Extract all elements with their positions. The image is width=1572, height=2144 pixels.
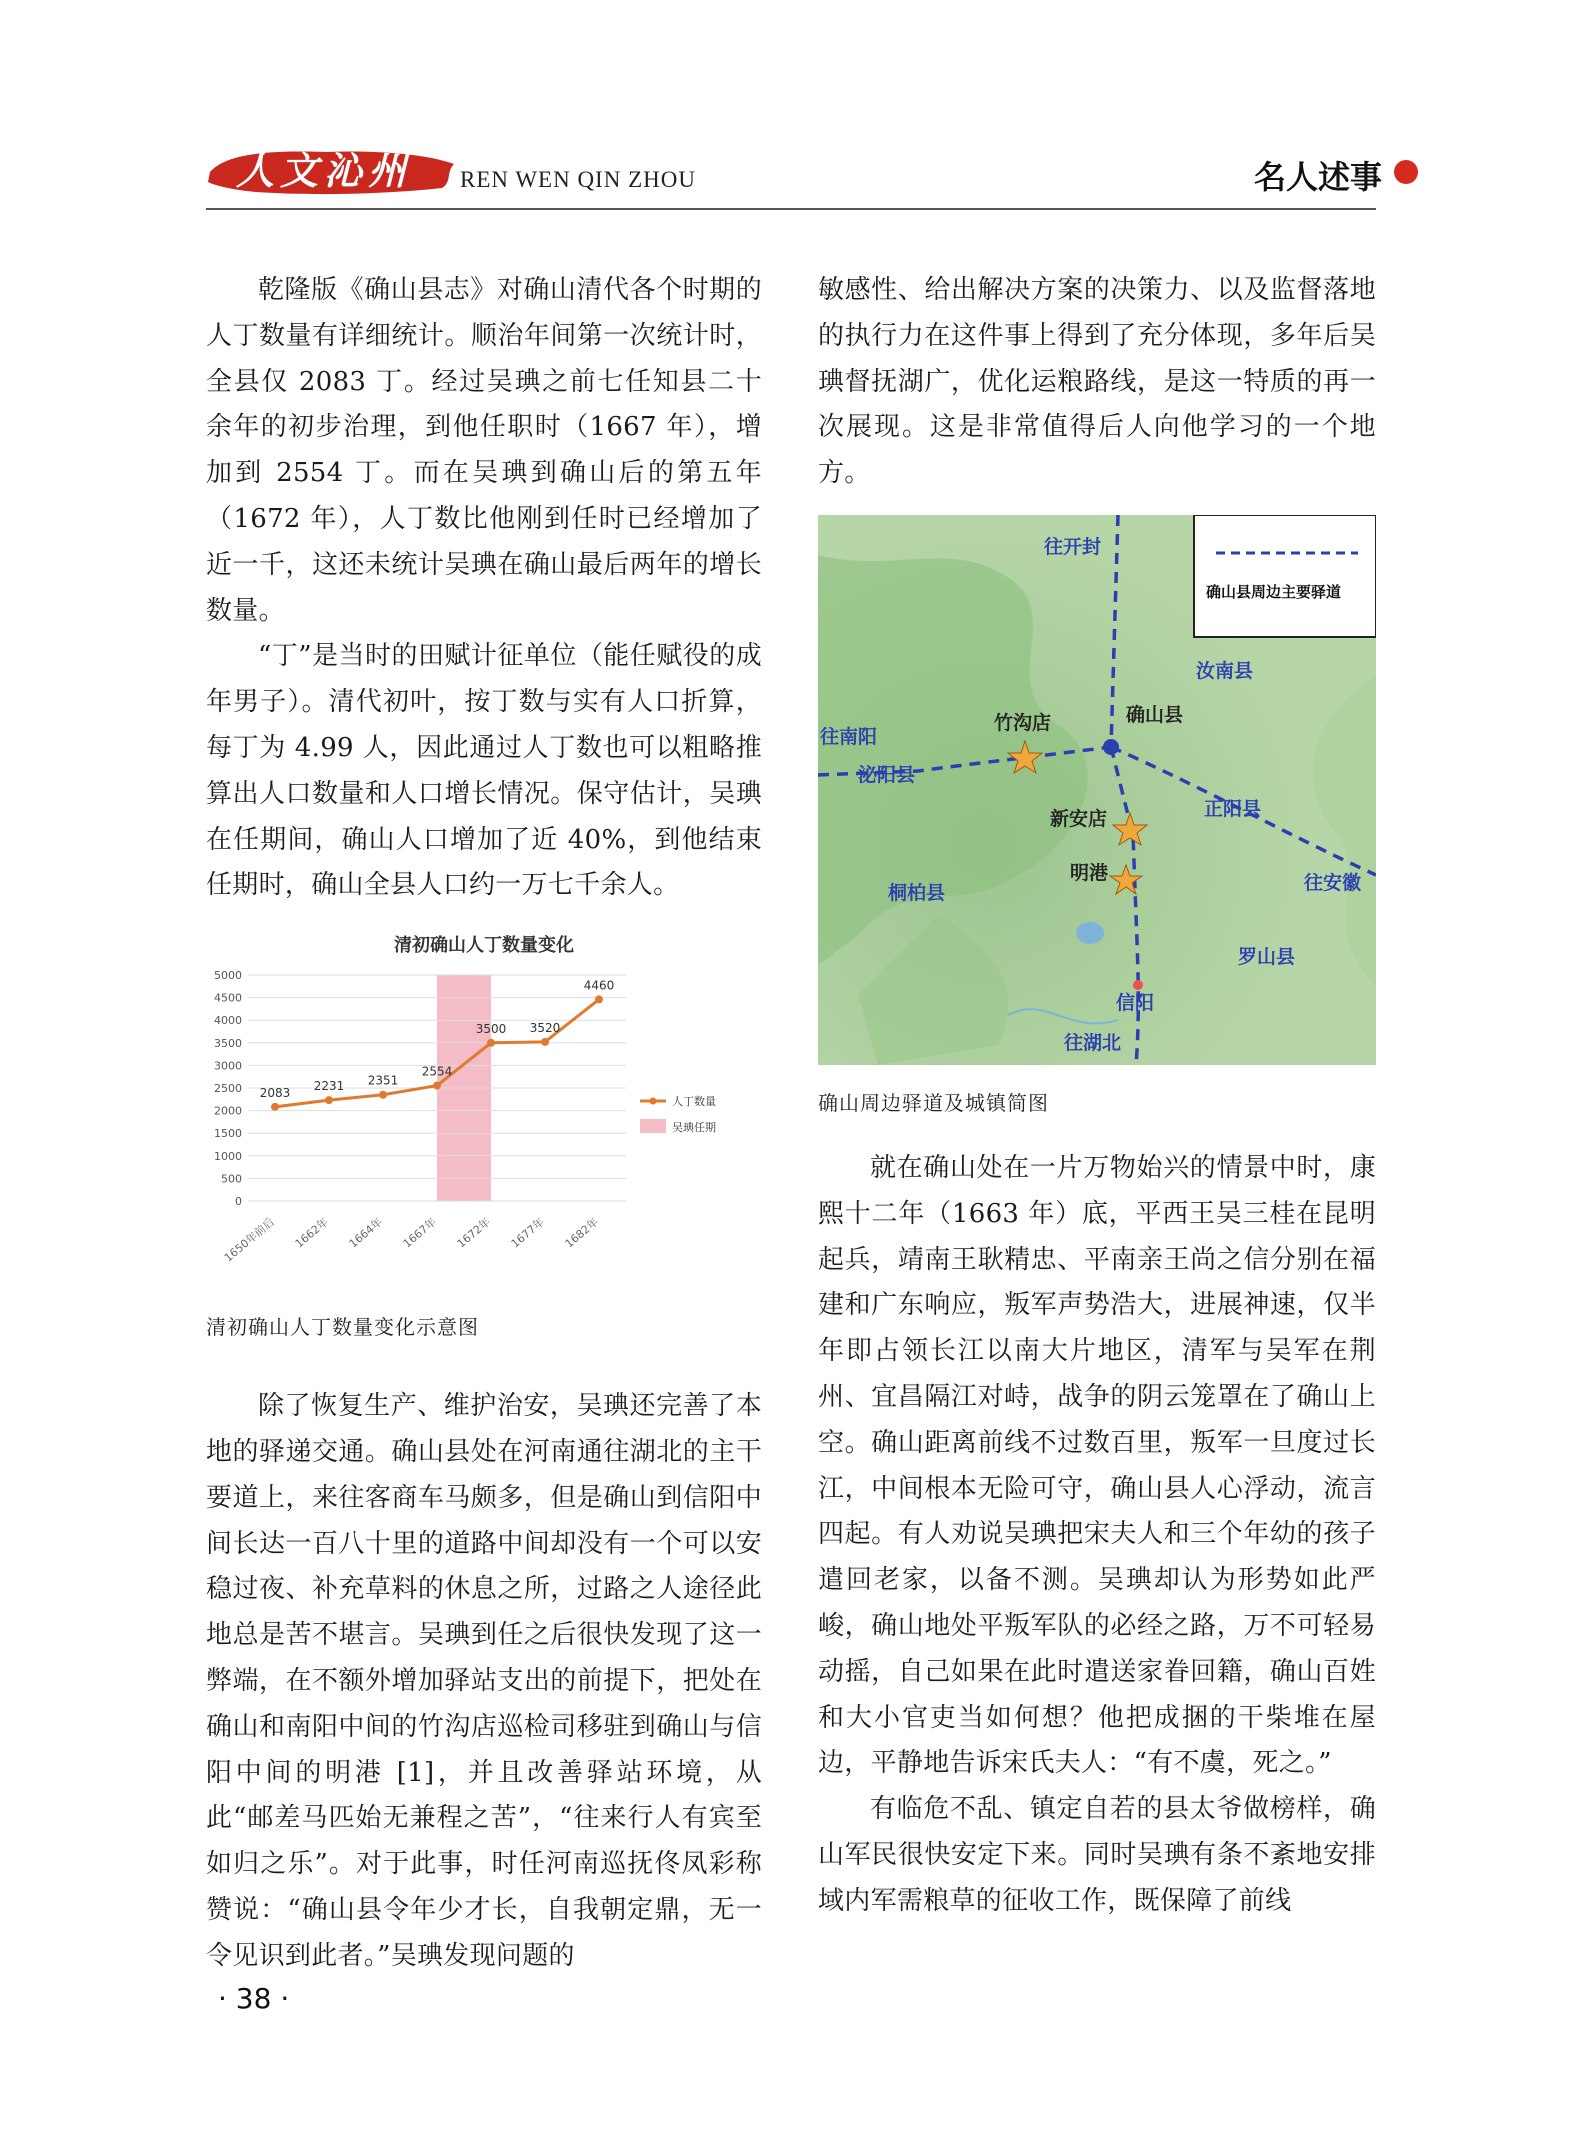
paragraph-post-roads: 除了恢复生产、维护治安，吴琠还完善了本地的驿递交通。确山县处在河南通往湖北的主干要道上，来往客商车马颇多，但是确山到信阳中间长达一百八十里的道路中间却没有一个可以安稳过夜、补充草料的休息之所，过路之人途径此地总是苦不堪言。吴琠到任之后很快发现了这一弊端，在不额外增加驿站支出的前提下，把处在确山和南阳中间的竹沟店巡检司移驻到确山与信阳中间的明港 [1]，并且改善驿站环境，从此“邮差马匹始无兼程之苦”，“往来行人有宾至如归之乐”。对于此事，时任河南巡抚佟凤彩称赞说：“确山县令年少才长，自我朝定鼎，无一令见识到此者。”吴琠发现问题的 [206, 1391, 762, 1971]
queshan-marker [1103, 739, 1119, 755]
chart-title: 清初确山人丁数量变化 [394, 935, 574, 957]
chart-x-tick-label: 1677年 [508, 1215, 547, 1251]
chart-data-point [433, 1082, 441, 1090]
map-label-tongbai: 桐柏县 [888, 881, 946, 904]
page-header [0, 0, 1572, 215]
chart-data-label: 2083 [259, 1086, 291, 1101]
paragraph-calm-leadership: 有临危不乱、镇定自若的县太爷做榜样，确山军民很快安定下来。同时吴琠有条不紊地安排域内军需粮草的征收工作，既保障了前线 [818, 1794, 1376, 1916]
map-caption: 确山周边驿道及城镇简图 [818, 1090, 1049, 1115]
header-divider [206, 208, 1376, 210]
chart-data-label: 4460 [583, 978, 615, 993]
page-number: · 38 · [218, 1982, 290, 2015]
chart-x-tick-label: 1682年 [562, 1215, 601, 1251]
paragraph-population-stats: 乾隆版《确山县志》对确山清代各个时期的人丁数量有详细统计。顺治年间第一次统计时，全县仅 2083 丁。经过吴琠之前七任知县二十余年的初步治理，到他任职时（1667 年），增加到 2554 丁。而在吴琠到确山后的第五年（1672 年），人丁数比他刚到任时已经增加了近一千，这还未统计吴琠在确山最后两年的增长数量。 [206, 275, 762, 626]
map-legend-box [1194, 515, 1376, 637]
map-label-anhui: 往安徽 [1304, 871, 1362, 894]
chart-legend-point-swatch [650, 1098, 657, 1105]
chart-x-tick-label: 1664年 [346, 1215, 385, 1251]
map-label-runan: 汝南县 [1196, 659, 1254, 682]
map-svg [818, 515, 1376, 1065]
population-line-chart [206, 961, 762, 1299]
chart-x-tick-label: 1672年 [454, 1215, 493, 1251]
chart-legend-label: 人丁数量 [672, 1095, 716, 1109]
map-lake [1076, 922, 1104, 944]
chart-data-point [541, 1038, 549, 1046]
post-road-map [818, 515, 1376, 1065]
chart-data-label: 3500 [475, 1021, 507, 1036]
chart-y-tick-label: 2500 [214, 1082, 242, 1096]
map-label-hubei: 往湖北 [1064, 1031, 1122, 1054]
chart-data-point [325, 1096, 333, 1104]
magazine-logo-roman: REN WEN QIN ZHOU [460, 167, 696, 192]
chart-data-label: 2554 [421, 1064, 453, 1079]
right-column [818, 268, 1376, 1925]
chart-y-tick-label: 4000 [214, 1014, 242, 1028]
chart-y-tick-label: 3500 [214, 1036, 242, 1050]
chart-data-label: 2231 [313, 1079, 345, 1094]
chart-data-label: 2351 [367, 1073, 399, 1088]
map-label-queshan: 确山县 [1126, 703, 1184, 726]
map-label-north: 往开封 [1044, 535, 1102, 558]
chart-y-tick-label: 5000 [214, 969, 242, 983]
section-title: 名人述事 [1253, 158, 1382, 196]
map-label-minggang: 明港 [1070, 861, 1109, 884]
chart-y-tick-label: 500 [221, 1172, 242, 1186]
chart-y-tick-label: 2000 [214, 1104, 242, 1118]
chart-y-tick-label: 1500 [214, 1127, 242, 1141]
chart-data-point [271, 1103, 279, 1111]
chart-data-point [379, 1091, 387, 1099]
chart-y-tick-label: 4500 [214, 991, 242, 1005]
paragraph-continued: 敏感性、给出解决方案的决策力、以及监督落地的执行力在这件事上得到了充分体现，多年后吴琠督抚湖广，优化运粮路线，是这一特质的再一次展现。这是非常值得后人向他学习的一个地方。 [818, 275, 1376, 489]
map-legend-label: 确山县周边主要驿道 [1206, 582, 1342, 601]
chart-y-tick-label: 3000 [214, 1059, 242, 1073]
map-label-biyang: 泌阳县 [858, 763, 916, 786]
chart-x-tick-label: 1662年 [292, 1215, 331, 1251]
map-label-nanyang: 往南阳 [820, 725, 878, 748]
chart-legend-band-swatch [640, 1119, 666, 1133]
chart-caption: 清初确山人丁数量变化示意图 [206, 1315, 479, 1340]
paragraph-ding-unit: “丁”是当时的田赋计征单位（能任赋役的成年男子）。清代初叶，按丁数与实有人口折算，每丁为 4.99 人，因此通过人丁数也可以粗略推算出人口数量和人口增长情况。保守估计，吴琠在任期间，确山人口增加了近 40%，到他结束任期时，确山全县人口约一万七千余人。 [206, 641, 762, 901]
left-column [206, 268, 762, 1980]
chart-data-label: 3520 [529, 1021, 561, 1036]
map-label-zhugoudian: 竹沟店 [994, 711, 1052, 734]
chart-legend-label: 吴琠任期 [672, 1121, 716, 1135]
section-dot-icon [1394, 160, 1418, 184]
paragraph-wu-sangui-revolt: 就在确山处在一片万物始兴的情景中时，康熙十二年（1663 年）底，平西王吴三桂在昆明起兵，靖南王耿精忠、平南亲王尚之信分别在福建和广东响应，叛军声势浩大，进展神速，仅半年即占领长江以南大片地区，清军与吴军在荆州、宜昌隔江对峙，战争的阴云笼罩在了确山上空。确山距离前线不过数百里，叛军一旦度过长江，中间根本无险可守，确山县人心浮动，流言四起。有人劝说吴琠把宋夫人和三个年幼的孩子遣回老家，以备不测。吴琠却认为形势如此严峻，确山地处平叛军队的必经之路，万不可轻易动摇，自己如果在此时遣送家眷回籍，确山百姓和大小官吏当如何想？他把成捆的干柴堆在屋边，平静地告诉宋氏夫人：“有不虞，死之。” [818, 1152, 1376, 1779]
map-label-luoshan: 罗山县 [1238, 945, 1296, 968]
chart-data-point [595, 996, 603, 1004]
map-label-xinyang: 信阳 [1116, 991, 1155, 1014]
map-label-xinandian: 新安店 [1050, 807, 1108, 830]
magazine-logo: 人文沁州 [236, 148, 413, 193]
xinyang-marker [1133, 980, 1143, 990]
chart-y-tick-label: 0 [235, 1195, 242, 1209]
chart-data-point [487, 1039, 495, 1047]
map-label-zhengyang: 正阳县 [1204, 797, 1262, 820]
chart-y-tick-label: 1000 [214, 1149, 242, 1163]
chart-x-tick-label: 1667年 [400, 1215, 439, 1251]
chart-x-tick-label: 1650年前后 [221, 1215, 277, 1265]
